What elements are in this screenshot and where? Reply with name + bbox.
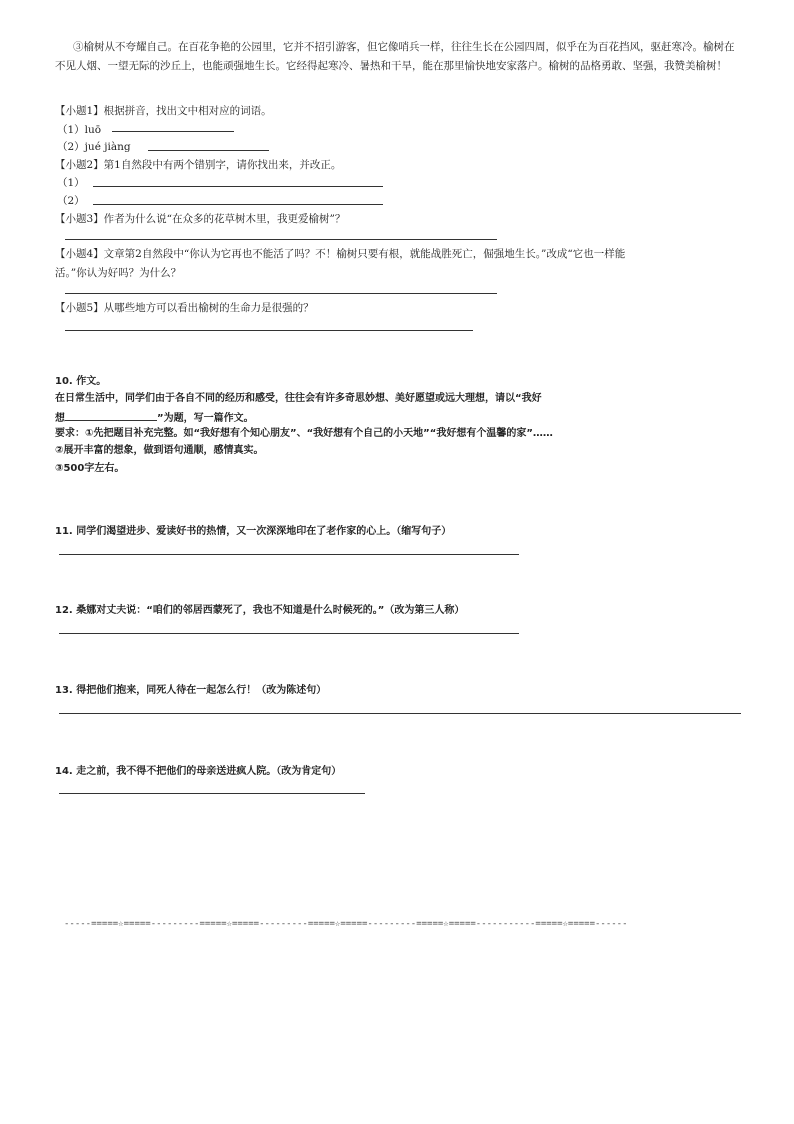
answer-line-1-1[interactable] (112, 131, 234, 132)
question-10-line-2-end: ”为题，写一篇作文。 (157, 413, 254, 424)
subquestion-3-label: 【小题3】作者为什么说“在众多的花草树木里，我更爱榆树”？ (55, 213, 346, 225)
question-10-requirement-2: ②展开丰富的想象，做到语句通顺，感情真实。 (55, 445, 264, 456)
subquestion-1-item-1: （1）luō (57, 124, 102, 136)
passage-paragraph-3: ③榆树从不夸耀自己。在百花争艳的公园里，它并不招引游客，但它像哨兵一样，往往生长在公园四周，似乎在为百花挡风，驱赶寒冷。榆树在不见人烟、一望无际的沙丘上，也能顽强地生长。它经得起寒冷、暑热和干旱，能在那里愉快地安家落户。榆树的品格勇敢、坚强，我赞美榆树！ (55, 41, 735, 72)
question-10-requirement-1: 要求：①先把题目补充完整。如“我好想有个知心朋友”、“我好想有个自己的小天地”“我好想有个温馨的家”…… (55, 428, 553, 439)
footer-divider: -----=====☆=====---------=====☆=====---------=====☆=====---------=====☆=====-----------=====☆=====------ (64, 919, 628, 929)
question-10-line-2 (55, 409, 254, 426)
title-blank[interactable] (65, 409, 157, 421)
question-11: 11. 同学们渴望进步、爱读好书的热情，又一次深深地印在了老作家的心上。（缩写句子） (55, 526, 452, 537)
subquestion-4-line-1: 【小题4】文章第2自然段中“你认为它再也不能活了吗？不！榆树只要有根，就能战胜死亡，倔强地生长。”改成“它也一样能 (55, 248, 626, 260)
subquestion-1-label: 【小题1】根据拼音，找出文中相对应的词语。 (55, 105, 272, 117)
answer-line-11[interactable] (59, 554, 519, 555)
question-14: 14. 走之前，我不得不把他们的母亲送进疯人院。（改为肯定句） (55, 766, 342, 777)
question-10-requirement-3: ③500字左右。 (55, 463, 125, 474)
answer-line-12[interactable] (59, 633, 519, 634)
subquestion-1-item-2: （2）jué jiàng (57, 141, 131, 153)
subquestion-4-line-2: 活。”你认为好吗？为什么？ (55, 267, 182, 279)
question-10-line-2-start: 想 (55, 413, 65, 424)
question-10-line-1: 在日常生活中，同学们由于各自不同的经历和感受，往往会有许多奇思妙想、美好愿望或远大理想，请以“我好 (55, 393, 542, 404)
question-12: 12. 桑娜对丈夫说：“咱们的邻居西蒙死了，我也不知道是什么时候死的。”（改为第三人称） (55, 605, 465, 616)
answer-line-2-1[interactable] (93, 186, 383, 187)
answer-line-13[interactable] (59, 713, 741, 714)
question-10-title: 10. 作文。 (55, 376, 107, 387)
subquestion-2-label: 【小题2】第1自然段中有两个错别字，请你找出来，并改正。 (55, 159, 342, 171)
answer-line-1-2[interactable] (148, 150, 269, 151)
answer-line-14[interactable] (59, 793, 365, 794)
subquestion-5-label: 【小题5】从哪些地方可以看出榆树的生命力是很强的？ (55, 302, 314, 314)
subquestion-2-item-2: （2） (57, 195, 85, 207)
answer-line-4[interactable] (65, 293, 497, 294)
answer-line-3[interactable] (65, 239, 497, 240)
subquestion-2-item-1: （1） (57, 177, 85, 189)
question-13: 13. 得把他们抱来，同死人待在一起怎么行！（改为陈述句） (55, 685, 327, 696)
answer-line-2-2[interactable] (93, 204, 383, 205)
answer-line-5[interactable] (65, 330, 473, 331)
